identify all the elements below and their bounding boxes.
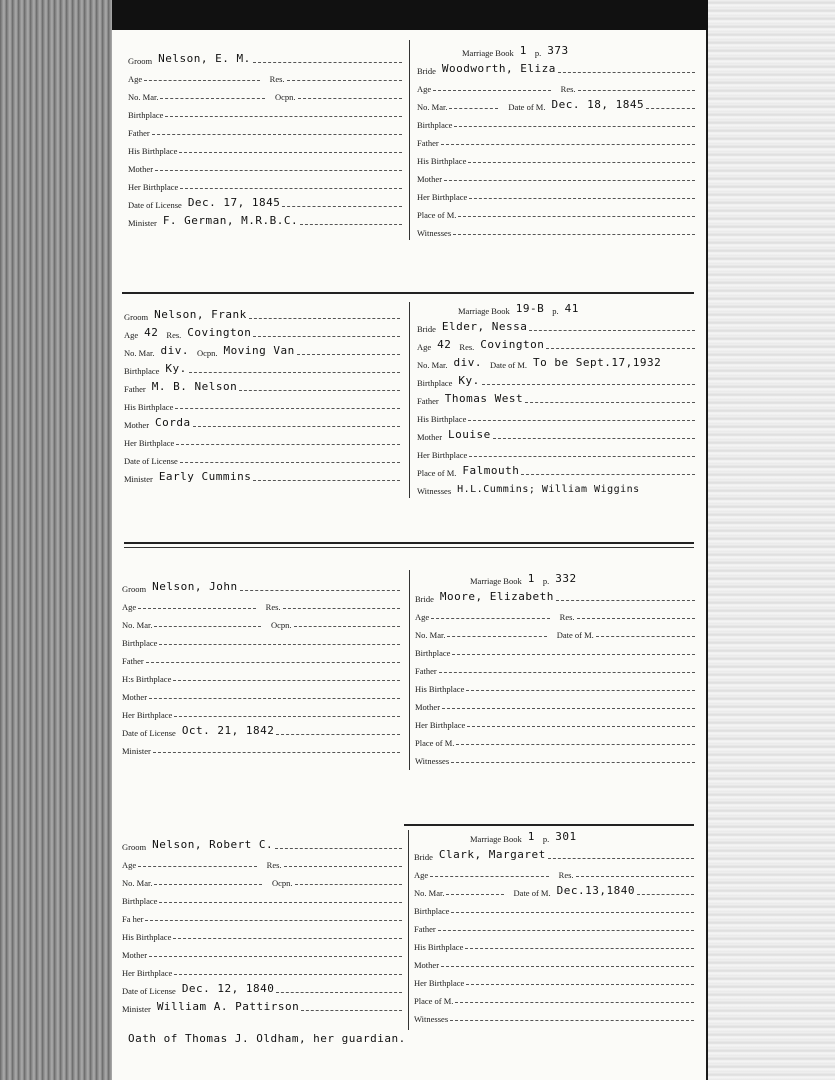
groom-his-birthplace-row: H:s Birthplace: [122, 668, 402, 684]
groom-her-birthplace-row: Her Birthplace: [124, 432, 402, 448]
bride-his-birthplace-row: His Birthplace: [414, 936, 696, 952]
bride-age-row: Age Res.: [417, 78, 697, 94]
groom-mother-row: Mother: [122, 944, 404, 960]
marriage-record-page: [112, 30, 706, 1080]
groom-nomar-row: No. Mar. Ocpn.: [128, 86, 404, 102]
column-divider: [409, 40, 410, 240]
groom-minister-row: Minister Early Cummins: [124, 468, 402, 484]
groom-mother-row: Mother Corda: [124, 414, 402, 430]
bride-birthplace-row: Birthplace Ky.: [417, 372, 697, 388]
groom-row: Groom Nelson, Frank: [124, 306, 402, 322]
groom-license-row: Date of License Dec. 12, 1840: [122, 980, 404, 996]
groom-mother-row: Mother: [122, 686, 402, 702]
groom-birthplace-row: Birthplace: [122, 632, 402, 648]
bride-nomar-row: No. Mar. div. Date of M. To be Sept.17,1932: [417, 356, 662, 370]
bride-father-row: Father Thomas West: [417, 390, 697, 406]
bride-witnesses-row: Witnesses: [414, 1008, 696, 1024]
bride-age-row: Age Res.: [414, 864, 696, 880]
groom-age-row: Age 42 Res. Covington: [124, 324, 402, 340]
groom-father-row: Fa her: [122, 908, 404, 924]
marriage-book-row: Marriage Book 1 p. 301: [470, 830, 577, 844]
groom-birthplace-row: Birthplace: [122, 890, 404, 906]
bride-row: Bride Moore, Elizabeth: [415, 588, 697, 604]
groom-minister-row: Minister: [122, 740, 402, 756]
bride-nomar-row: No. Mar. Date of M. Dec. 18, 1845: [417, 96, 697, 112]
bride-mother-row: Mother: [414, 954, 696, 970]
bride-his-birthplace-row: His Birthplace: [415, 678, 697, 694]
groom-age-row: Age Res.: [122, 854, 404, 870]
bride-her-birthplace-row: Her Birthplace: [417, 186, 697, 202]
bride-witnesses-row: Witnesses: [415, 750, 697, 766]
column-divider: [409, 302, 410, 498]
marriage-book-row: Marriage Book 1 p. 332: [470, 572, 577, 586]
bride-father-row: Father: [417, 132, 697, 148]
bride-row: Bride Elder, Nessa: [417, 318, 697, 334]
groom-father-row: Father: [122, 650, 402, 666]
groom-age-row: Age Res.: [122, 596, 402, 612]
scan-right-margin: [708, 0, 835, 1080]
groom-minister-row: Minister F. German, M.R.B.C.: [128, 212, 404, 228]
groom-minister-row: Minister William A. Pattirson: [122, 998, 404, 1014]
groom-father-row: Father M. B. Nelson: [124, 378, 402, 394]
groom-license-row: Date of License Dec. 17, 1845: [128, 194, 404, 210]
groom-his-birthplace-row: His Birthplace: [124, 396, 402, 412]
groom-father-row: Father: [128, 122, 404, 138]
bride-row: Bride Clark, Margaret: [414, 846, 696, 862]
bride-birthplace-row: Birthplace: [414, 900, 696, 916]
groom-row: Groom Nelson, John: [122, 578, 402, 594]
column-divider: [409, 570, 410, 770]
groom-row: Groom Nelson, E. M.: [128, 50, 404, 66]
bride-age-row: Age 42 Res. Covington: [417, 336, 697, 352]
groom-nomar-row: No. Mar. Ocpn.: [122, 872, 404, 888]
record-separator: [124, 542, 694, 544]
bride-place-row: Place of M.: [417, 204, 697, 220]
bride-his-birthplace-row: His Birthplace: [417, 150, 697, 166]
bride-father-row: Father: [415, 660, 697, 676]
record-separator: [122, 292, 694, 294]
bride-place-row: Place of M. Falmouth: [417, 462, 697, 478]
groom-row: Groom Nelson, Robert C.: [122, 836, 404, 852]
groom-license-row: Date of License Oct. 21, 1842: [122, 722, 402, 738]
bride-her-birthplace-row: Her Birthplace: [414, 972, 696, 988]
bride-nomar-row: No. Mar. Date of M. Dec.13,1840: [414, 882, 696, 898]
bride-witnesses-row: Witnesses H.L.Cummins; William Wiggins: [417, 484, 640, 496]
scan-left-margin: [0, 0, 112, 1080]
groom-her-birthplace-row: Her Birthplace: [122, 962, 404, 978]
bride-father-row: Father: [414, 918, 696, 934]
bride-birthplace-row: Birthplace: [415, 642, 697, 658]
bride-row: Bride Woodworth, Eliza: [417, 60, 697, 76]
bride-mother-row: Mother: [417, 168, 697, 184]
groom-nomar-row: No. Mar. Ocpn.: [122, 614, 402, 630]
groom-his-birthplace-row: His Birthplace: [128, 140, 404, 156]
bride-mother-row: Mother Louise: [417, 426, 697, 442]
bride-place-row: Place of M.: [415, 732, 697, 748]
record-separator-secondary: [124, 547, 694, 548]
groom-his-birthplace-row: His Birthplace: [122, 926, 404, 942]
groom-mother-row: Mother: [128, 158, 404, 174]
bride-nomar-row: No. Mar. Date of M.: [415, 624, 697, 640]
groom-her-birthplace-row: Her Birthplace: [122, 704, 402, 720]
groom-birthplace-row: Birthplace Ky.: [124, 360, 402, 376]
bride-place-row: Place of M.: [414, 990, 696, 1006]
bride-birthplace-row: Birthplace: [417, 114, 697, 130]
groom-her-birthplace-row: Her Birthplace: [128, 176, 404, 192]
bride-his-birthplace-row: His Birthplace: [417, 408, 697, 424]
bride-mother-row: Mother: [415, 696, 697, 712]
record-separator: [404, 824, 694, 826]
groom-age-row: Age Res.: [128, 68, 404, 84]
guardian-note: Oath of Thomas J. Oldham, her guardian.: [128, 1032, 406, 1045]
marriage-book-row: Marriage Book 1 p. 373: [462, 44, 569, 58]
groom-nomar-row: No. Mar. div. Ocpn. Moving Van: [124, 342, 402, 358]
bride-her-birthplace-row: Her Birthplace: [415, 714, 697, 730]
groom-license-row: Date of License: [124, 450, 402, 466]
column-divider: [408, 830, 409, 1030]
marriage-book-row: Marriage Book 19-B p. 41: [458, 302, 579, 316]
bride-witnesses-row: Witnesses: [417, 222, 697, 238]
bride-age-row: Age Res.: [415, 606, 697, 622]
bride-her-birthplace-row: Her Birthplace: [417, 444, 697, 460]
groom-birthplace-row: Birthplace: [128, 104, 404, 120]
